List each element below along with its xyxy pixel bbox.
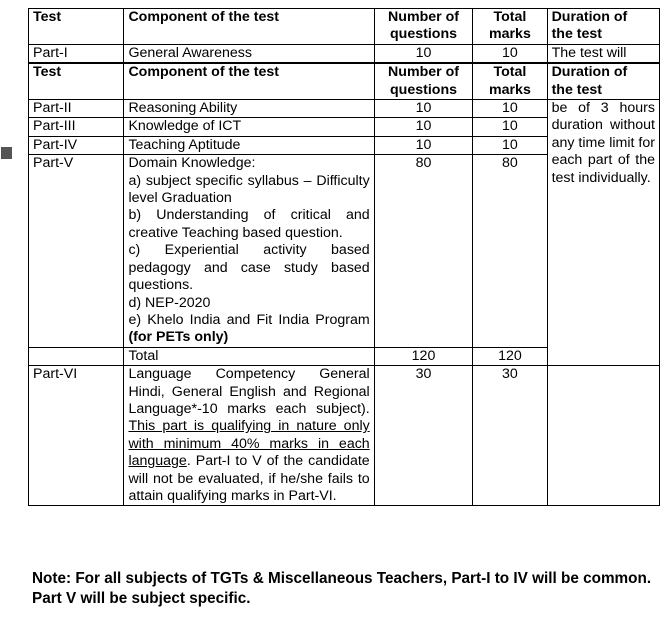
table-row-part-6	[29, 366, 660, 506]
header-questions: Number of questions	[374, 9, 473, 45]
part-3-component: Knowledge of ICT	[124, 118, 374, 136]
part-4-questions: 10	[374, 136, 473, 154]
part-5-item-b: b) Understanding of critical and creative Teaching based question.	[128, 207, 370, 241]
part-5-component	[124, 155, 374, 347]
part-5-test: Part-V	[29, 155, 124, 347]
part-3-marks: 10	[473, 118, 547, 136]
part-2-component: Reasoning Ability	[124, 100, 374, 118]
total-questions: 120	[374, 347, 473, 365]
table-row-part-2	[29, 100, 660, 118]
duration-cell: be of 3 hours duration without any time limit for each part of the test individually.	[547, 100, 659, 366]
header-marks: Total marks	[473, 9, 547, 45]
part-2-questions: 10	[374, 100, 473, 118]
header-test-repeat: Test	[29, 63, 124, 99]
part-5-item-c: c) Experiential activity based pedagogy and case study based questions.	[128, 242, 370, 294]
total-marks: 120	[473, 347, 547, 365]
part-2-marks: 10	[473, 100, 547, 118]
part-5-title: Domain Knowledge:	[128, 155, 256, 172]
part-3-test: Part-III	[29, 118, 124, 136]
header-duration-repeat: Duration of the test	[547, 63, 659, 99]
part-1-test: Part-I	[29, 44, 124, 63]
part-4-component: Teaching Aptitude	[124, 136, 374, 154]
part-3-questions: 10	[374, 118, 473, 136]
part-5-questions: 80	[374, 155, 473, 347]
part-6-qualifying-note: This part is qualifying in nature only with minimum 40% marks in each language	[128, 418, 370, 470]
part-5-item-a: a) subject specific syllabus – Difficulty level Graduation	[128, 172, 370, 207]
part-1-questions: 10	[374, 44, 473, 63]
total-label: Total	[124, 347, 374, 365]
table-row-part-1	[29, 44, 660, 63]
header-marks-repeat: Total marks	[473, 63, 547, 99]
header-component-repeat: Component of the test	[124, 63, 374, 99]
part-1-duration: The test will	[547, 44, 659, 63]
part-5-item-e-emphasis: (for PETs only)	[128, 329, 229, 346]
part-5-item-e: e) Khelo India and Fit India Program (for PETs only)	[128, 311, 370, 346]
part-6-duration	[547, 366, 659, 506]
table-header-row-repeat	[29, 63, 660, 99]
footnote: Note: For all subjects of TGTs & Miscellaneous Teachers, Part-I to IV will be common. Part V will be subject specific.	[32, 570, 652, 607]
part-6-marks: 30	[473, 366, 547, 506]
part-5-item-d: d) NEP-2020	[128, 294, 211, 311]
header-duration: Duration of the test	[547, 9, 659, 45]
test-pattern-table-wrapper	[28, 8, 660, 506]
header-component: Component of the test	[124, 9, 374, 45]
part-2-test: Part-II	[29, 100, 124, 118]
test-pattern-table	[28, 8, 660, 506]
part-4-marks: 10	[473, 136, 547, 154]
part-1-component: General Awareness	[124, 44, 374, 63]
part-6-questions: 30	[374, 366, 473, 506]
part-4-test: Part-IV	[29, 136, 124, 154]
list-bullet-marker	[1, 147, 12, 159]
total-test	[29, 347, 124, 365]
part-6-component: Language Competency General Hindi, General English and Regional Language*-10 marks each subject). This part is qualifying in nature only with minimum 40% marks in each language. Part-I to V of the candidate will not be evaluated, if he/she fails to attain qualifying marks in Part-VI.	[124, 366, 374, 506]
table-header-row	[29, 9, 660, 45]
part-1-marks: 10	[473, 44, 547, 63]
header-questions-repeat: Number of questions	[374, 63, 473, 99]
part-5-marks: 80	[473, 155, 547, 347]
part-6-test: Part-VI	[29, 366, 124, 506]
header-test: Test	[29, 9, 124, 45]
